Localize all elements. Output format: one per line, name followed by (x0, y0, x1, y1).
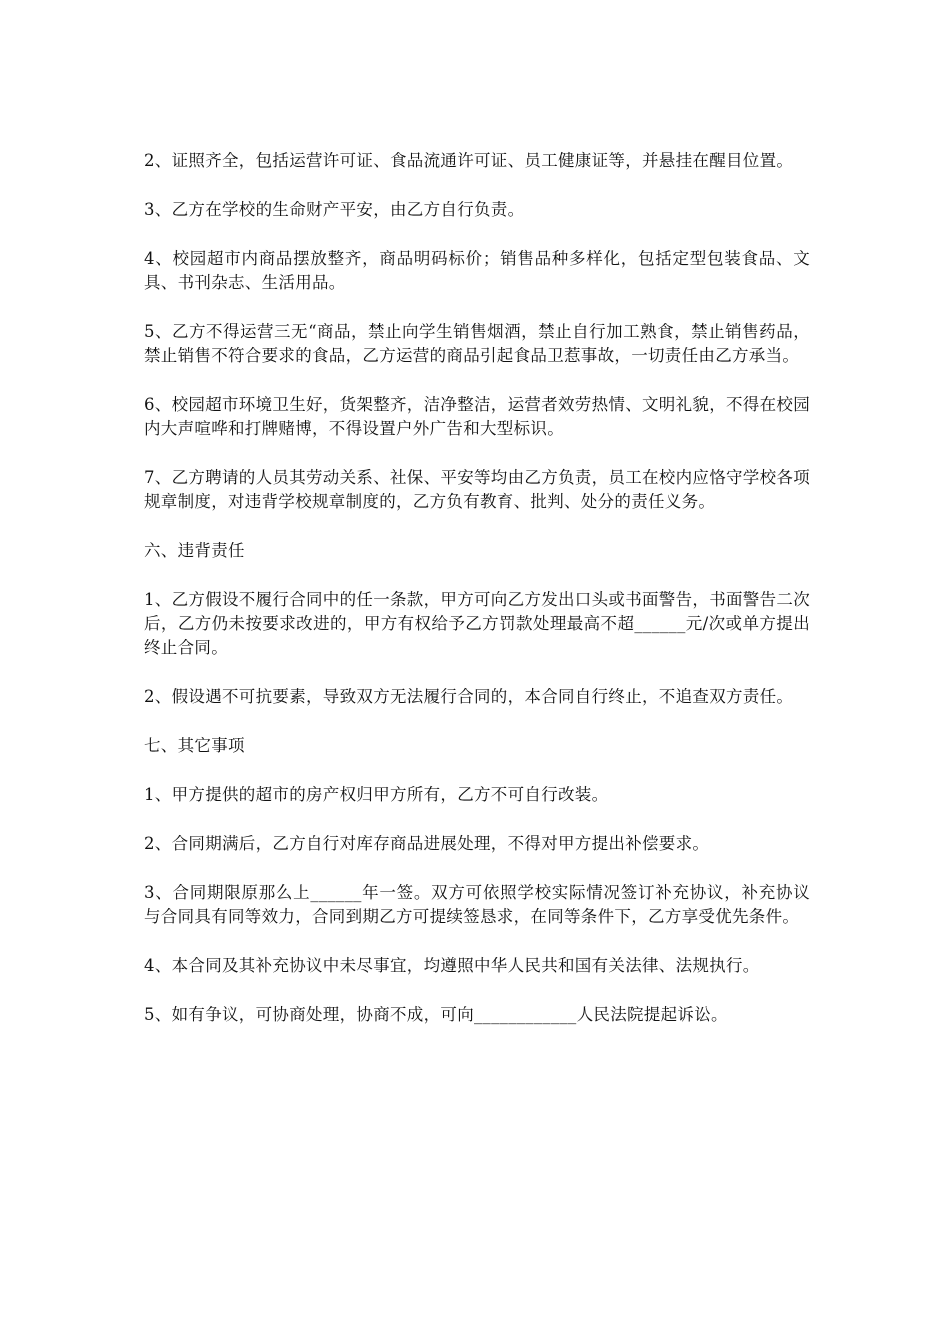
clause-paragraph: 1、乙方假设不履行合同中的任一条款，甲方可向乙方发出口头或书面警告，书面警告二次后，乙方仍未按要求改进的，甲方有权给予乙方罚款处理最高不超______元/次或单方提出终止合同。 (144, 590, 810, 657)
clause-paragraph: 5、乙方不得运营三无“商品，禁止向学生销售烟酒，禁止自行加工熟食，禁止销售药品，禁止销售不符合要求的食品，乙方运营的商品引起食品卫惹事故，一切责任由乙方承当。 (144, 322, 810, 365)
clause-paragraph: 3、乙方在学校的生命财产平安，由乙方自行负责。 (144, 200, 525, 219)
clause-paragraph: 2、证照齐全，包括运营许可证、食品流通许可证、员工健康证等，并悬挂在醒目位置。 (144, 151, 794, 170)
clause-paragraph: 5、如有争议，可协商处理，协商不成，可向____________人民法院提起诉讼。 (144, 1005, 728, 1024)
section-heading: 七、其它事项 (144, 736, 245, 755)
clause-paragraph: 2、假设遇不可抗要素，导致双方无法履行合同的，本合同自行终止，不追查双方责任。 (144, 687, 794, 706)
document-body (144, 149, 810, 1052)
clause-paragraph: 3、合同期限原那么上______年一签。双方可依照学校实际情况签订补充协议，补充协议与合同具有同等效力，合同到期乙方可提续签恳求，在同等条件下，乙方享受优先条件。 (144, 883, 810, 926)
clause-paragraph: 7、乙方聘请的人员其劳动关系、社保、平安等均由乙方负责，员工在校内应恪守学校各项规章制度，对违背学校规章制度的，乙方负有教育、批判、处分的责任义务。 (144, 468, 810, 511)
clause-paragraph: 1、甲方提供的超市的房产权归甲方所有，乙方不可自行改装。 (144, 785, 609, 804)
clause-paragraph: 4、本合同及其补充协议中未尽事宜，均遵照中华人民共和国有关法律、法规执行。 (144, 956, 760, 975)
section-heading: 六、违背责任 (144, 541, 245, 560)
clause-paragraph: 6、校园超市环境卫生好，货架整齐，洁净整洁，运营者效劳热情、文明礼貌，不得在校园内大声喧哗和打牌赌博，不得设置户外广告和大型标识。 (144, 395, 810, 438)
clause-paragraph: 4、校园超市内商品摆放整齐，商品明码标价；销售品种多样化，包括定型包装食品、文具、书刊杂志、生活用品。 (144, 249, 810, 292)
clause-paragraph: 2、合同期满后，乙方自行对库存商品进展处理，不得对甲方提出补偿要求。 (144, 834, 710, 853)
